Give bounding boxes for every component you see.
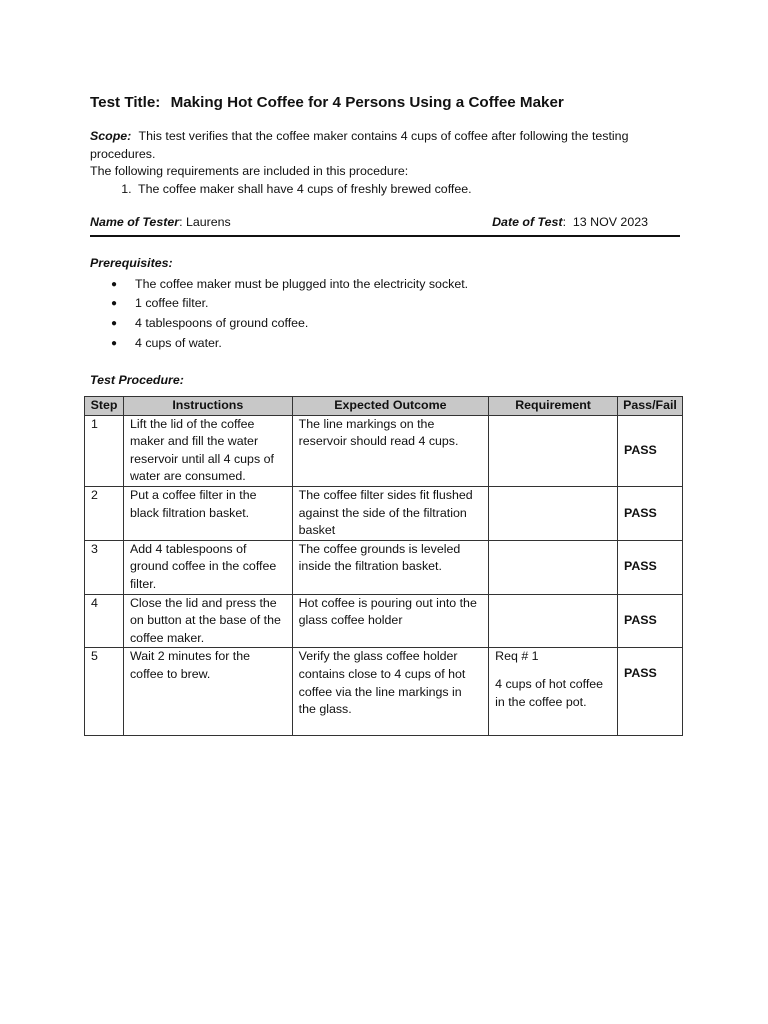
tester-name-label: Name of Tester	[90, 215, 180, 230]
procedure-table	[84, 396, 683, 736]
test-date	[492, 214, 648, 232]
requirements-intro: The following requirements are included in this procedure:	[90, 164, 409, 179]
test-date-value: : 13 NOV 2023	[562, 215, 648, 230]
requirement-cell	[489, 415, 618, 486]
prerequisite-item: ● 4 tablespoons of ground coffee.	[135, 314, 682, 334]
result-cell: PASS	[617, 486, 682, 540]
result-cell: PASS	[617, 415, 682, 486]
prerequisites-list	[90, 275, 682, 354]
step-cell: 5	[85, 648, 124, 736]
tester-name-value: : Laurens	[179, 215, 231, 230]
outcome-cell: The line markings on the reservoir should read 4 cups.	[292, 415, 489, 486]
prerequisite-item: ● The coffee maker must be plugged into the electricity socket.	[135, 275, 682, 295]
instructions-cell: Lift the lid of the coffee maker and fill the water reservoir until all 4 cups of water are consumed.	[123, 415, 292, 486]
scope-label: Scope:	[90, 129, 132, 143]
requirement-detail: 4 cups of hot coffee in the coffee pot.	[495, 676, 604, 709]
step-cell: 3	[85, 540, 124, 594]
step-cell: 1	[85, 415, 124, 486]
test-title-text: Making Hot Coffee for 4 Persons Using a Coffee Maker	[170, 94, 564, 111]
outcome-cell: The coffee grounds is leveled inside the filtration basket.	[292, 540, 489, 594]
requirement-ref: Req # 1	[495, 649, 539, 664]
requirement-cell	[489, 594, 618, 648]
step-cell: 4	[85, 594, 124, 648]
tester-name	[90, 214, 231, 232]
requirement-item: 1. The coffee maker shall have 4 cups of freshly brewed coffee.	[135, 181, 682, 199]
result-cell: PASS	[617, 594, 682, 648]
test-date-label: Date of Test	[492, 215, 563, 230]
instructions-cell: Add 4 tablespoons of ground coffee in the coffee filter.	[123, 540, 292, 594]
test-title	[90, 92, 682, 114]
column-header-step: Step	[85, 397, 124, 416]
prerequisite-item: ● 4 cups of water.	[135, 334, 682, 354]
requirement-cell	[489, 486, 618, 540]
step-cell: 2	[85, 486, 124, 540]
bullet-icon: ●	[111, 318, 118, 330]
instructions-cell: Put a coffee filter in the black filtration basket.	[123, 486, 292, 540]
result-cell: PASS	[617, 648, 682, 736]
instructions-cell: Close the lid and press the on button at the base of the coffee maker.	[123, 594, 292, 648]
table-row	[85, 648, 683, 736]
column-header-instructions: Instructions	[123, 397, 292, 416]
table-row	[85, 540, 683, 594]
column-header-requirement: Requirement	[489, 397, 618, 416]
column-header-expected-outcome: Expected Outcome	[292, 397, 489, 416]
scope-text: This test verifies that the coffee maker contains 4 cups of coffee after following the testing procedures.	[90, 129, 629, 161]
instructions-cell: Wait 2 minutes for the coffee to brew.	[123, 648, 292, 736]
table-row	[85, 415, 683, 486]
tester-info-row	[90, 214, 680, 237]
procedure-heading: Test Procedure:	[90, 372, 184, 387]
table-header-row	[85, 397, 683, 416]
prerequisite-item: ● 1 coffee filter.	[135, 294, 682, 314]
column-header-pass-fail: Pass/Fail	[617, 397, 682, 416]
requirement-cell	[489, 540, 618, 594]
outcome-cell: Verify the glass coffee holder contains close to 4 cups of hot coffee via the line markings in the glass.	[292, 648, 489, 736]
bullet-icon: ●	[111, 337, 118, 349]
bullet-icon: ●	[111, 298, 118, 310]
prerequisites-heading: Prerequisites:	[90, 255, 173, 270]
table-row	[85, 594, 683, 648]
table-row	[85, 486, 683, 540]
requirement-cell	[489, 648, 618, 736]
test-document	[90, 92, 682, 389]
requirements-list	[90, 181, 682, 199]
result-cell: PASS	[617, 540, 682, 594]
outcome-cell: The coffee filter sides fit flushed against the side of the filtration basket	[292, 486, 489, 540]
outcome-cell: Hot coffee is pouring out into the glass coffee holder	[292, 594, 489, 648]
scope-paragraph	[90, 128, 682, 163]
test-title-label: Test Title:	[90, 94, 161, 111]
bullet-icon: ●	[111, 278, 118, 290]
